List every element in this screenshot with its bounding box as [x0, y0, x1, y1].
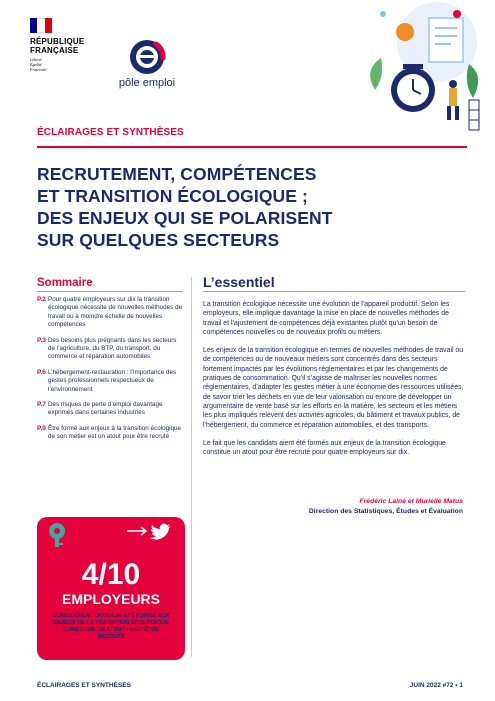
sommaire-text: L’hébergement-restauration : l’importance des gestes professionnels respectueux de l’environnement — [48, 368, 177, 393]
authors-block — [309, 497, 463, 517]
sommaire-text: Des risques de perte d’emploi davantage exprimés dans certaines industries — [48, 401, 163, 417]
essentiel-paragraph: Les enjeux de la transition écologique en termes de nouvelles méthodes de travail ou de compétences ou de nouveaux métiers sont concentrés dans des secteurs fortement impactés par les évolutions réglementaires et par les changements de pratiques de consommation. Qu’il s’agisse de maîtriser les nouvelles normes réglementaires, d’adapter les gestes métier à une économie des ressources utilisées, de savoir trier les déchets en vue de leur valorisation ou encore de développer un argumentaire de vente basé sur les efforts en la matière, les secteurs et les métiers les plus impliqués relèvent des activités agricoles, du bâtiment et travaux publics, de l’hébergement, du commerce et réparation automobiles, et des transports. — [203, 347, 464, 429]
french-flag-icon — [30, 18, 52, 33]
sommaire-item[interactable] — [37, 369, 185, 394]
sommaire-text: Des besoins plus prégnants dans les secteurs de l’agriculture, du BTP, du transport, du commerce et réparation automobiles — [48, 336, 177, 361]
title-line-2: ET TRANSITION ÉCOLOGIQUE ; — [37, 186, 308, 206]
key-figure-card — [37, 517, 185, 660]
title-line-4: SUR QUELQUES SECTEURS — [37, 230, 280, 250]
sommaire-text: Pour quatre employeurs sur dix la transition écologique nécessite de nouvelles méthodes de travail ou à moindre échelle de nouvelles compétences — [48, 296, 183, 329]
rf-motto — [30, 57, 100, 72]
footer-publication: ÉCLAIRAGES ET SYNTHÈSES — [37, 682, 131, 689]
republique-francaise-logo — [30, 18, 100, 72]
sommaire-item[interactable] — [37, 401, 185, 418]
pole-emploi-name: pôle emploi — [118, 77, 176, 89]
essentiel-divider — [203, 291, 465, 292]
sommaire-page: P.9 — [37, 424, 46, 432]
arrow-right-icon[interactable] — [127, 527, 146, 535]
page-title — [37, 163, 477, 251]
rf-motto-3: Fraternité — [30, 67, 47, 72]
essentiel-paragraph: La transition écologique nécessite une évolution de l’appareil productif. Selon les employeurs, elle implique davantage la mise en place de nouvelles méthodes de travail et l’ajustement de compétences déjà existantes plutôt qu’un besoin de compétences nouvelles ou de nouveaux profils ou métiers. — [203, 301, 450, 336]
footer-issue: JUIN 2022 #72 • 1 — [409, 682, 463, 689]
kicker-label: ÉCLAIRAGES ET SYNTHÈSES — [37, 127, 184, 138]
key-figure-caption: CONSIDÈRENT QU’AVOIR ÉTÉ FORMÉ AUX ENJEUX DE LA TRANSITION ÉCOLOGIQUE CONSTITUE UN ATOUT POUR ÊTRE RECRUTÉ — [52, 613, 170, 640]
rf-motto-1: Liberté — [30, 57, 42, 62]
card-icons — [37, 517, 185, 547]
sommaire-page: P.7 — [37, 401, 46, 409]
essentiel-heading: L’essentiel — [203, 274, 275, 290]
sommaire-list — [37, 296, 185, 449]
authors-names: Frédéric Lainé et Murielle Matus — [359, 498, 463, 505]
rf-name-line-2: FRANÇAISE — [30, 46, 79, 55]
authors-direction: Direction des Statistiques, Études et Évaluation — [308, 508, 463, 515]
column-divider — [191, 277, 192, 657]
essentiel-body — [203, 300, 467, 466]
rf-name-line-1: RÉPUBLIQUE — [30, 37, 85, 46]
ecology-clock-illustration — [345, 0, 495, 135]
sommaire-page: P.2 — [37, 296, 46, 303]
essentiel-paragraph: Le fait que les candidats aient été formés aux enjeux de la transition écologique constitue un atout pour être recruté pour quatre employeurs sur dix. — [203, 439, 446, 457]
title-line-3: DES ENJEUX QUI SE POLARISENT — [37, 208, 333, 228]
pole-emploi-mark-icon — [128, 38, 166, 76]
kicker-divider — [37, 146, 467, 148]
key-figure-value: 4/10 — [81, 558, 141, 591]
sommaire-item[interactable] — [37, 337, 185, 362]
title-line-1: RECRUTEMENT, COMPÉTENCES — [37, 164, 317, 184]
pole-emploi-logo — [112, 38, 182, 89]
rf-motto-2: Égalité — [30, 62, 42, 67]
sommaire-heading: Sommaire — [37, 277, 93, 289]
sommaire-page: P.6 — [37, 368, 46, 376]
key-figure-unit: EMPLOYEURS — [61, 591, 160, 607]
sommaire-text: Être formé aux enjeux à la transition écologique de son métier est un atout pour être recruté — [48, 424, 182, 441]
sommaire-page: P.3 — [37, 336, 46, 344]
sommaire-item[interactable] — [37, 296, 185, 330]
sommaire-item[interactable] — [37, 425, 185, 442]
key-icon — [49, 523, 65, 547]
sommaire-divider — [37, 291, 183, 292]
twitter-icon[interactable] — [150, 524, 171, 540]
